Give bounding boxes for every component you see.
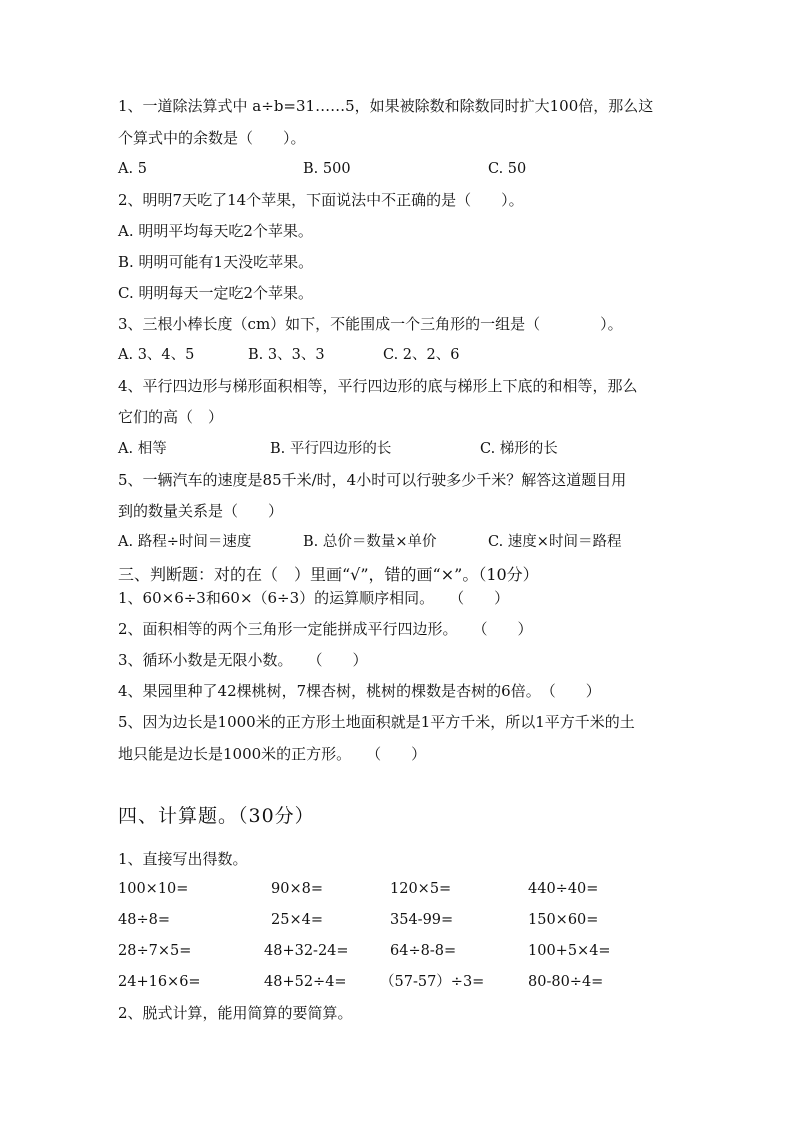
calc-row [118,972,678,992]
calc-cell: 80-80÷4= [528,974,604,990]
calc-cell: 24+16×6= [118,974,201,990]
judge-item-5-line1: 5、因为边长是1000米的正方形土地面积就是1平方千米，所以1平方千米的土 [118,713,635,731]
calc-cell: 440÷40= [528,881,599,897]
judge-item-3: 3、循环小数是无限小数。 （ ） [118,651,368,669]
calc-cell: 354-99= [390,912,454,928]
q4-option-b: B. 平行四边形的长 [270,441,392,457]
calc-row [118,910,678,930]
judge-item-5-line2: 地只能是边长是1000米的正方形。 （ ） [118,745,427,763]
calc-cell: 48+52÷4= [264,974,347,990]
q1-option-c: C. 50 [488,161,527,177]
judge-item-4: 4、果园里种了42棵桃树，7棵杏树，桃树的棵数是杏树的6倍。 （ ） [118,682,601,700]
q2-stem: 2、明明7天吃了14个苹果，下面说法中不正确的是（ ）。 [118,191,524,209]
q5-option-b: B. 总价＝数量×单价 [303,534,437,550]
calc-cell: 150×60= [528,912,599,928]
q1-option-a: A. 5 [118,161,147,177]
q1-stem-line1: 1、一道除法算式中 a÷b=31……5，如果被除数和除数同时扩大100倍，那么这 [118,97,654,115]
q1-options [118,159,678,179]
calc-cell: 28÷7×5= [118,943,192,959]
q4-stem-line1: 4、平行四边形与梯形面积相等，平行四边形的底与梯形上下底的和相等，那么 [118,377,638,395]
calc-cell: 100+5×4= [528,943,611,959]
q4-stem-line2: 它们的高（ ） [118,408,224,426]
q3-option-a: A. 3、4、5 [118,347,195,363]
calc-cell: 48÷8= [118,912,170,928]
calc-cell: （57-57）÷3= [380,974,485,990]
q5-options [118,532,678,552]
q3-stem: 3、三根小棒长度（cm）如下，不能围成一个三角形的一组是（ ）。 [118,315,623,333]
calc-cell: 48+32-24= [264,943,349,959]
section-4-title: 四、计算题。（30分） [118,805,315,827]
calc-sub1-title: 1、直接写出得数。 [118,850,248,868]
q4-options [118,439,678,459]
judge-item-2: 2、面积相等的两个三角形一定能拼成平行四边形。 （ ） [118,620,533,638]
q5-option-a: A. 路程÷时间＝速度 [118,534,252,550]
calc-sub2-title: 2、脱式计算，能用简算的要简算。 [118,1004,353,1022]
q3-options [118,345,678,365]
q2-option-c: C. 明明每天一定吃2个苹果。 [118,284,314,302]
q1-stem-line2: 个算式中的余数是（ ）。 [118,129,306,147]
q4-option-c: C. 梯形的长 [480,441,558,457]
calc-row [118,941,678,961]
q3-option-c: C. 2、2、6 [383,347,460,363]
calc-row [118,879,678,899]
q5-stem-line2: 到的数量关系是（ ） [118,502,284,520]
q2-option-b: B. 明明可能有1天没吃苹果。 [118,253,314,271]
calc-cell: 100×10= [118,881,189,897]
calc-cell: 64÷8-8= [390,943,457,959]
q5-stem-line1: 5、一辆汽车的速度是85千米/时，4小时可以行驶多少千米？解答这道题目用 [118,471,627,489]
q2-option-a: A. 明明平均每天吃2个苹果。 [118,222,313,240]
calc-cell: 120×5= [390,881,452,897]
judge-item-1: 1、60×6÷3和60×（6÷3）的运算顺序相同。 （ ） [118,589,510,607]
q3-option-b: B. 3、3、3 [248,347,325,363]
q5-option-c: C. 速度×时间＝路程 [488,534,622,550]
section-3-title: 三、判断题：对的在（ ）里画“√”，错的画“×”。（10分） [118,565,539,584]
calc-cell: 25×4= [271,912,323,928]
calc-cell: 90×8= [271,881,323,897]
q4-option-a: A. 相等 [118,441,167,457]
q1-option-b: B. 500 [303,161,351,177]
